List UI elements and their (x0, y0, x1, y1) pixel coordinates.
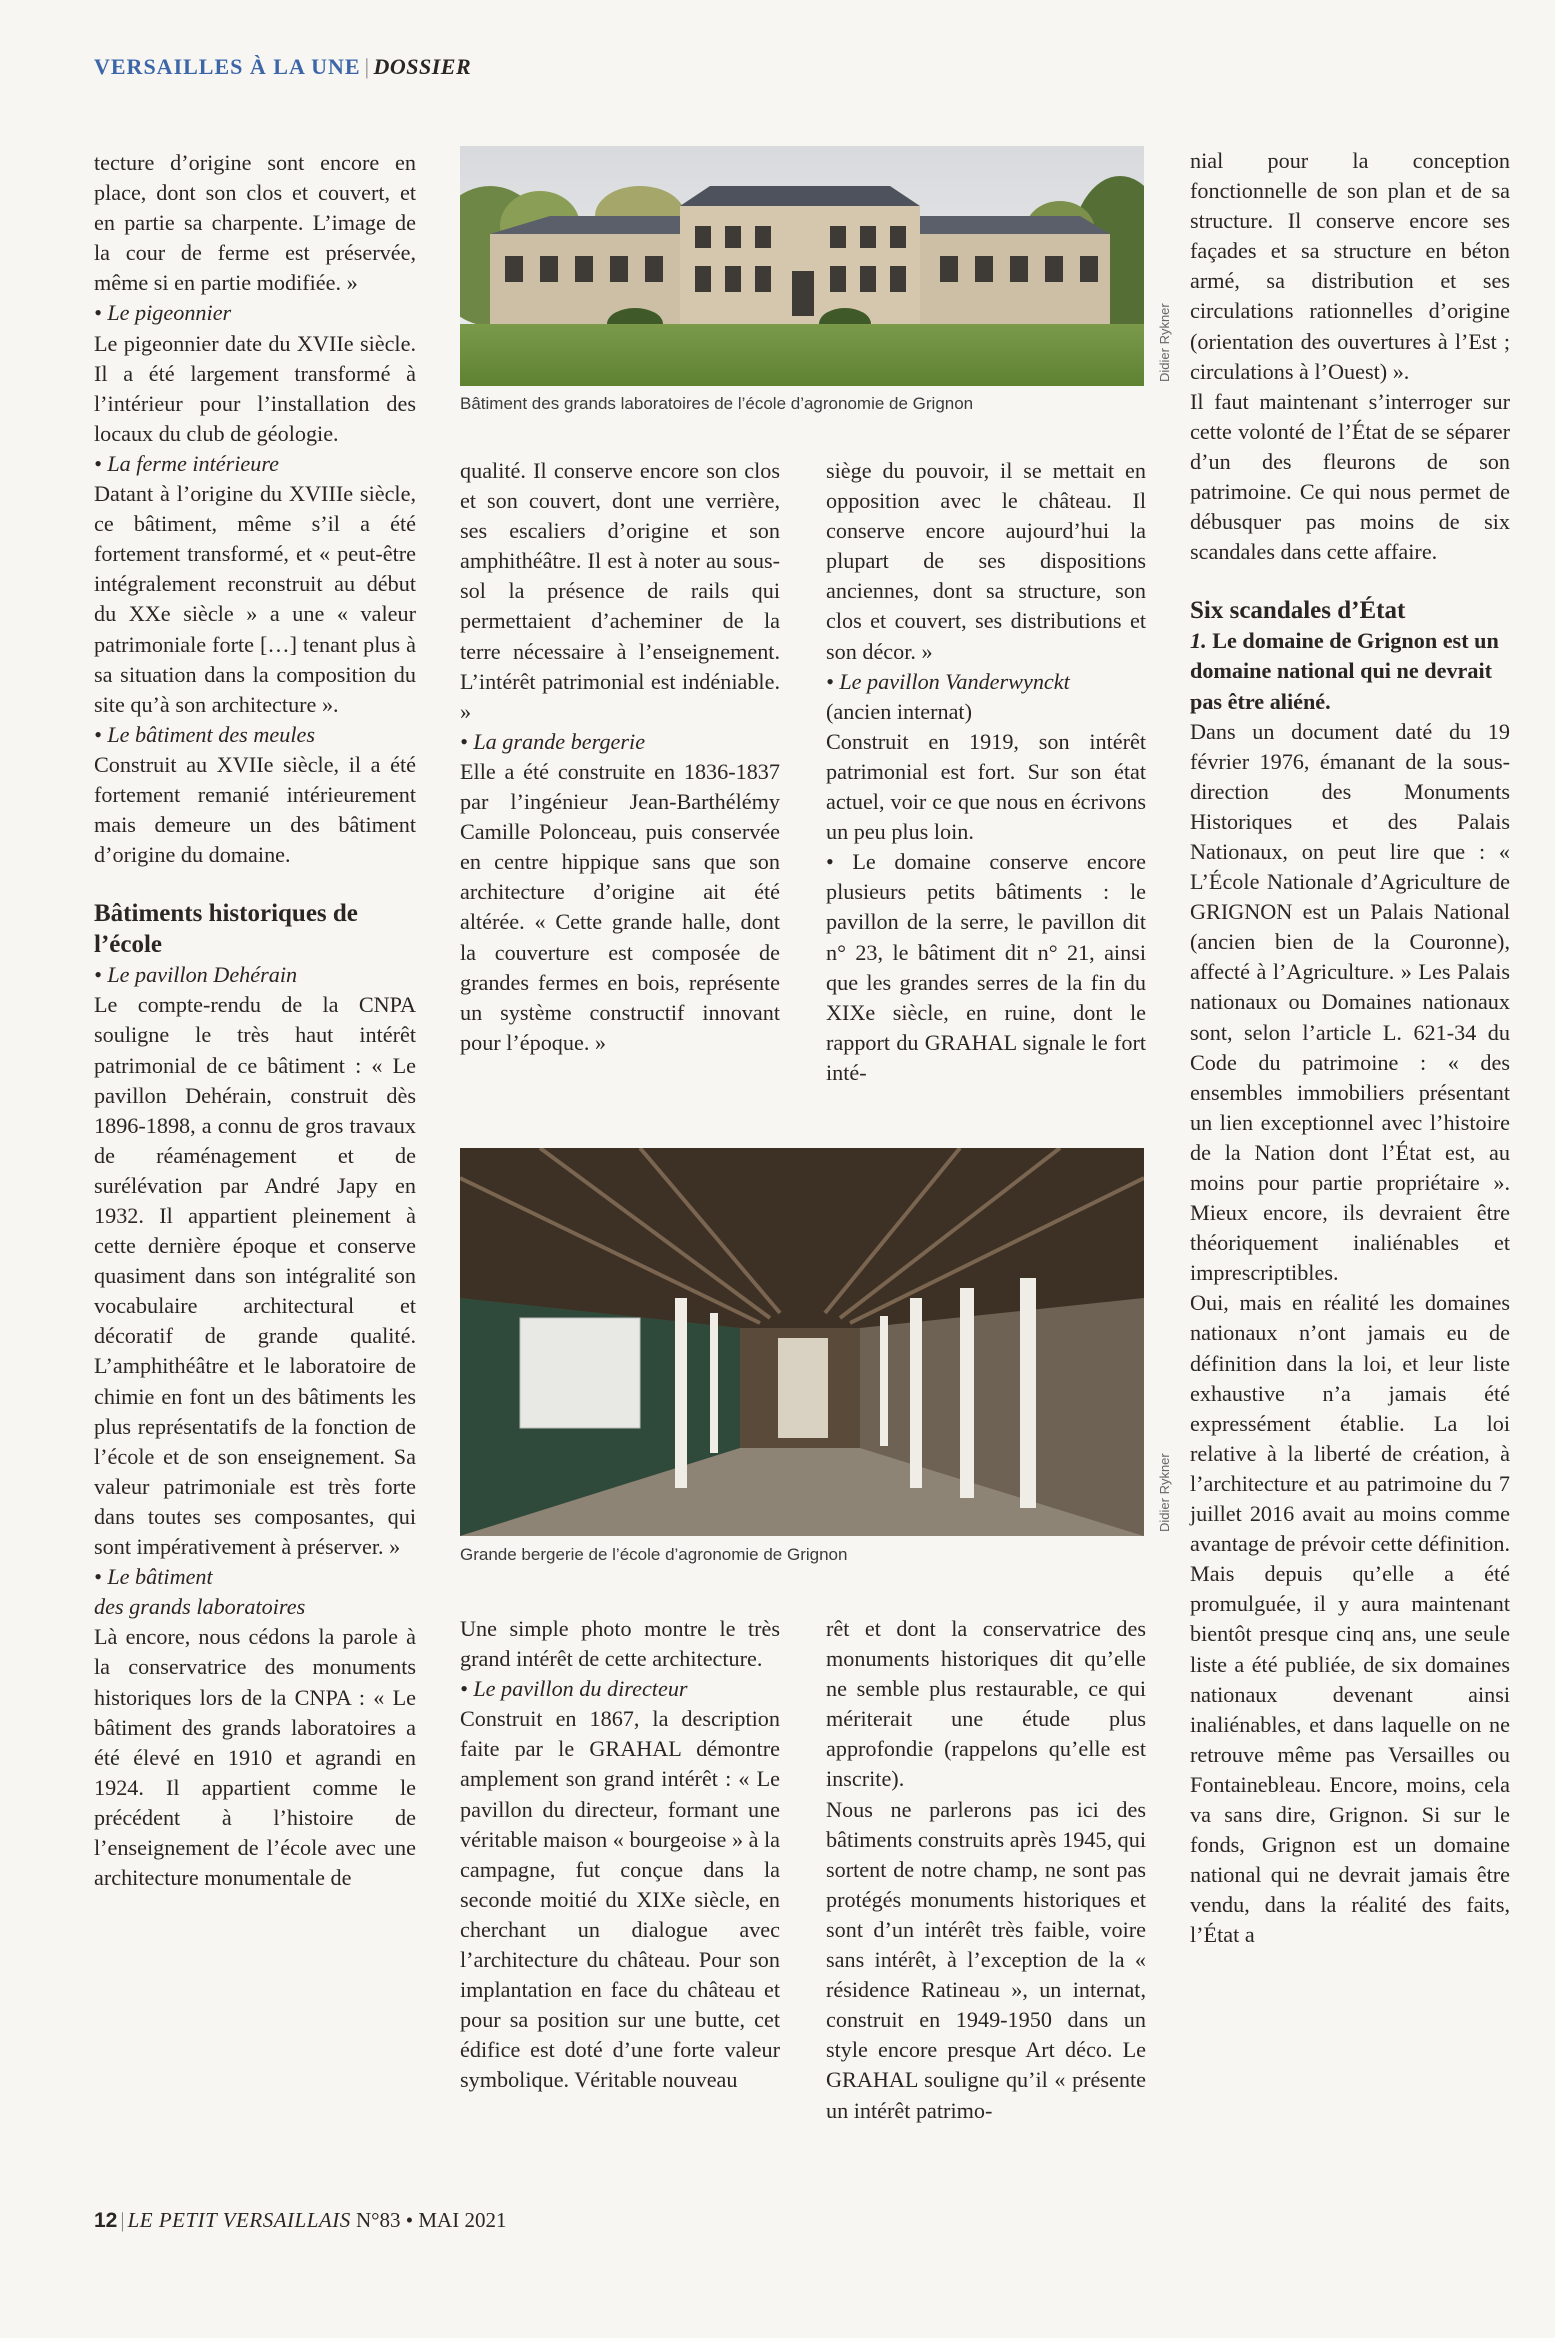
section-category: DOSSIER (373, 54, 472, 79)
paragraph: Construit au XVIIe siècle, il a été fortement remanié intérieurement mais demeure un des bâtiment d’origine du domaine. (94, 751, 416, 868)
paragraph: Dans un document daté du 19 février 1976, émanant de la sous-direction des Monuments Historiques et des Palais Nationaux, on peut lire que : « L’École Nationale d’Agriculture de GRIGNON est un Palais National (ancien bien de la Couronne), affecté à l’Agriculture. » Les Palais nationaux ou Domaines nationaux sont, selon l’article L. 621-34 du Code du patrimoine : « des ensembles immobiliers présentant un lien exceptionnel avec l’histoire de la Nation dont l’État est, au moins pour partie propriétaire ». Mieux encore, ils devraient être théoriquement inaliénables et imprescriptibles. (1190, 718, 1510, 1286)
photo-grands-laboratoires (460, 146, 1144, 386)
photo-credit: Didier Rykner (1157, 1453, 1172, 1532)
paragraph: Construit en 1867, la description faite par le GRAHAL démontre amplement son grand intérêt : « Le pavillon du directeur, formant une véritable maison « bourgeoise » à la campagne, fut conçue dans la seconde moitié du XIXe siècle, en cherchant un dialogue avec l’architecture du château. Pour son implantation en face du château et pour sa position sur une butte, cet édifice est doté d’une forte valeur symbolique. Véritable nouveau (460, 1706, 780, 2093)
subsection-title: • Le bâtiment des meules (94, 721, 315, 747)
column-3-upper (826, 456, 1146, 1088)
paragraph: Construit en 1919, son intérêt patrimonial est fort. Sur son état actuel, voir ce que nous en écrivons un peu plus loin. (826, 728, 1146, 845)
paragraph: Elle a été construite en 1836-1837 par l’ingénieur Jean-Barthélémy Camille Polonceau, puis conservée en centre hippique sans que son architecture d’origine ait été altérée. « Cette grande halle, dont la couverture est composée de grandes fermes en bois, représente un système constructif innovant pour l’époque. » (460, 758, 780, 1055)
running-header (94, 54, 471, 80)
section-heading: Six scandales d’État (1190, 597, 1406, 625)
paragraph: (ancien internat) (826, 698, 972, 724)
paragraph: Une simple photo montre le très grand intérêt de cette architecture. (460, 1616, 780, 1672)
subsection-title: • La ferme intérieure (94, 450, 280, 476)
paragraph: rêt et dont la conservatrice des monuments historiques dit qu’elle ne semble plus restaurable, ce qui mériterait une étude plus approfondie (rappelons qu’elle est inscrite). (826, 1616, 1146, 1792)
photo-caption: Grande bergerie de l’école d’agronomie de Grignon (460, 1545, 848, 1564)
column-2-lower (460, 1614, 780, 2096)
page-number: 12 (94, 2209, 118, 2232)
footer-separator: | (120, 2208, 125, 2232)
magazine-name: LE PETIT VERSAILLAIS (127, 2208, 351, 2232)
paragraph: Là encore, nous cédons la parole à la conservatrice des monuments historiques lors de la CNPA : « Le bâtiment des grands laboratoires a été élevé en 1910 et agrandi en 1924. Il appartient comme le précédent à l’histoire de l’enseignement de l’école avec une architecture monumentale de (94, 1624, 416, 1891)
barn-photo-illustration (460, 1148, 1144, 1536)
column-1 (94, 148, 416, 1893)
section-heading: Bâtiments historiques de l’école (94, 900, 358, 959)
paragraph: Oui, mais en réalité les domaines nationaux n’ont jamais eu de définition dans la loi, et leur liste exhaustive n’a jamais été expressément établie. La loi relative à la liberté de création, à l’architecture et au patrimoine du 7 juillet 2016 avait au moins comme avantage de prévoir cette définition. Mais depuis qu’elle a été promulguée, il y aura maintenant bientôt presque cinq ans, une seule liste a été publiée, de six domaines nationaux devenant ainsi inaliénables, et dans laquelle on ne retrouve même pas Versailles ou Fontainebleau. Encore, moins, cela va sans dire, Grignon. Si sur le fonds, Grignon est un domaine national qui ne devrait jamais être vendu, dans la réalité des faits, l’État a (1190, 1290, 1510, 1948)
column-2-upper (460, 456, 780, 1058)
paragraph: Nous ne parlerons pas ici des bâtiments construits après 1945, qui sortent de notre champ, ne sont pas protégés monuments historiques et sont d’un intérêt très faible, voire sans intérêt, à l’exception de la « résidence Ratineau », un internat, construit en 1949-1950 dans un style encore presque Art déco. Le GRAHAL souligne qu’il « présente un intérêt patrimo- (826, 1796, 1146, 2123)
paragraph: Datant à l’origine du XVIIIe siècle, ce bâtiment, même s’il a été fortement transformé, et « peut-être intégralement reconstruit au début du XXe siècle » a une « valeur patrimoniale forte […] tenant plus à sa situation dans la composition du site qu’à son architecture ». (94, 481, 416, 717)
column-3-lower (826, 1614, 1146, 2126)
subsection-title: • Le pavillon Dehérain (94, 962, 298, 988)
paragraph: Il faut maintenant s’interroger sur cette volonté de l’État de se séparer d’un des fleurons de son patrimoine. Ce qui nous permet de débusquer pas moins de six scandales dans cette affaire. (1190, 388, 1510, 565)
photo-grande-bergerie (460, 1148, 1144, 1536)
paragraph: Le compte-rendu de la CNPA souligne le très haut intérêt patrimonial de ce bâtiment : « Le pavillon Dehérain, construit dès 1896-1898, a connu de gros travaux de réaménagement et de surélévation par André Japy en 1932. Il appartient pleinement à cette dernière époque et conserve quasiment dans son intégralité son vocabulaire architectural et décoratif de grande qualité. L’amphithéâtre et le laboratoire de chimie en font un des bâtiments les plus représentatifs de la fonction de l’école et de son enseignement. Sa valeur patrimoniale est très forte dans toutes ses composantes, qui sont impérativement à préserver. » (94, 992, 416, 1560)
photo-credit: Didier Rykner (1157, 303, 1172, 382)
subsection-title: 1. Le domaine de Grignon est un domaine national qui ne devrait pas être aliéné. (1190, 628, 1499, 714)
header-separator: | (364, 54, 370, 79)
photo-caption: Bâtiment des grands laboratoires de l’école d’agronomie de Grignon (460, 394, 974, 413)
paragraph: nial pour la conception fonctionnelle de son plan et de sa structure. Il conserve encore ses façades et sa structure en béton armé, sa distribution et ses circulations rationnelles d’origine (orientation des ouvertures à l’Est ; circulations à l’Ouest) ». (1190, 148, 1510, 384)
paragraph: qualité. Il conserve encore son clos et son couvert, dont une verrière, ses escaliers d’origine et son amphithéâtre. Il est à noter au sous-sol la présence de rails qui permettaient d’acheminer de la terre nécessaire à l’enseignement. L’intérêt patrimonial est indéniable. » (460, 458, 780, 724)
subsection-title: • Le pavillon du directeur (460, 1676, 688, 1702)
subsection-title: • La grande bergerie (460, 728, 646, 754)
building-photo-illustration (460, 146, 1144, 386)
section-name: VERSAILLES À LA UNE (94, 54, 361, 79)
paragraph: • Le domaine conserve encore plusieurs petits bâtiments : le pavillon de la serre, le pavillon dit n° 23, le bâtiment dit n° 21, ainsi que les grandes serres de la fin du XIXe siècle, en ruine, dont le rapport du GRAHAL signale le fort inté- (826, 849, 1146, 1085)
subsection-title: • Le pavillon Vanderwynckt (826, 668, 1070, 694)
subsection-title: • Le bâtiment des grands laboratoires (94, 1564, 306, 1620)
paragraph: siège du pouvoir, il se mettait en opposition avec le château. Il conserve encore aujourd’hui la plupart de ses dispositions anciennes, dont sa structure, son clos et couvert, ses distributions et son décor. » (826, 458, 1146, 664)
issue-info: N°83 • MAI 2021 (355, 2208, 507, 2232)
subsection-title: • Le pigeonnier (94, 300, 232, 326)
page-footer (94, 2208, 506, 2233)
column-4 (1190, 146, 1510, 1950)
paragraph: tecture d’origine sont encore en place, dont son clos et couvert, et en partie sa charpente. L’image de la cour de ferme est préservée, même si en partie modifiée. » (94, 150, 416, 296)
paragraph: Le pigeonnier date du XVIIe siècle. Il a été largement transformé à l’intérieur pour l’installation des locaux du club de géologie. (94, 330, 416, 446)
